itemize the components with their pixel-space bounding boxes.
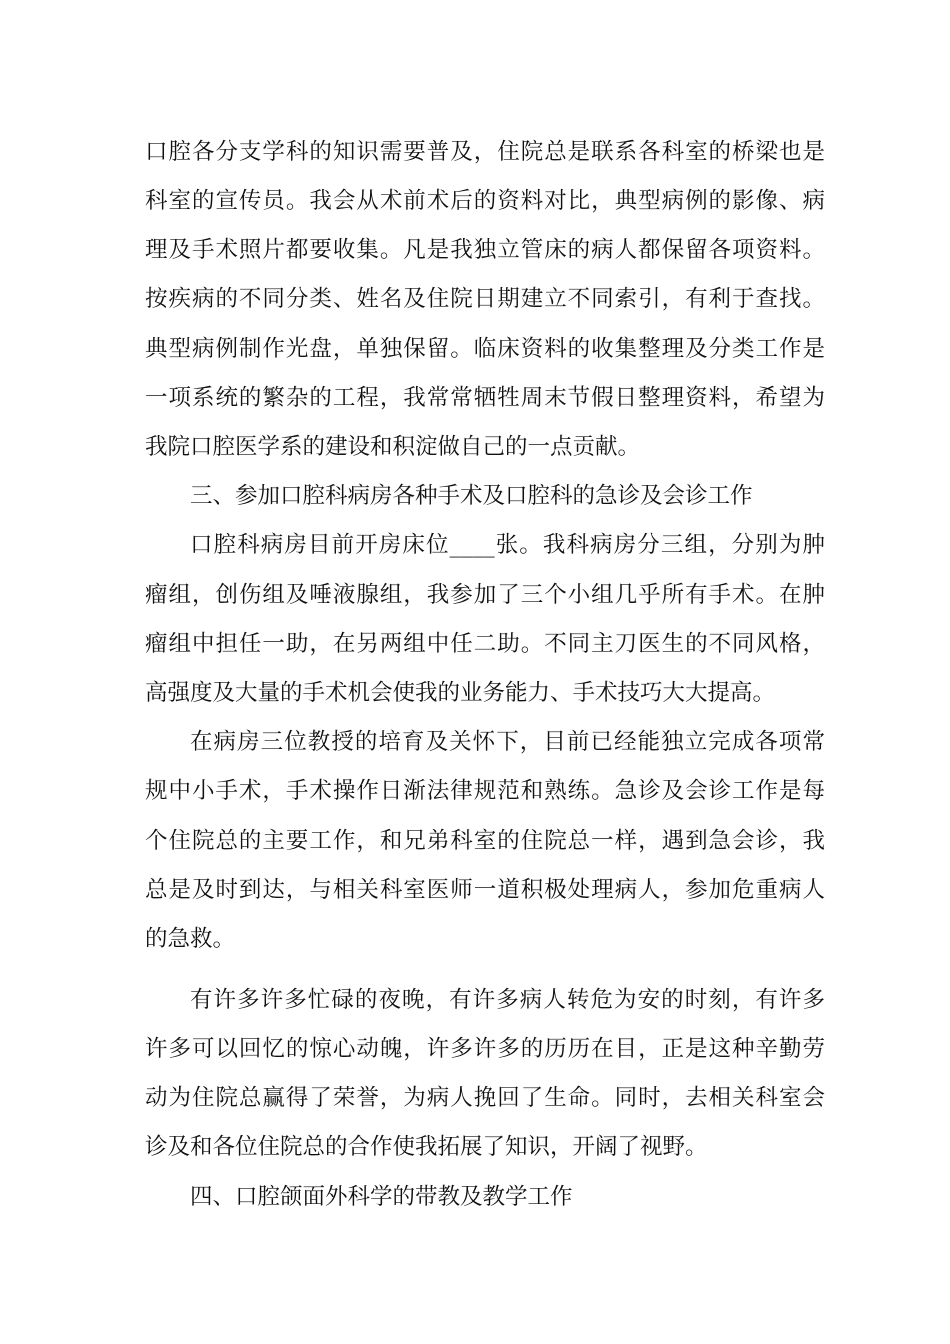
text-line: 瘤组中担任一助，在另两组中任二助。不同主刀医生的不同风格，	[145, 631, 825, 657]
text-line: 高强度及大量的手术机会使我的业务能力、手术技巧大大提高。	[145, 680, 776, 706]
text-line: 按疾病的不同分类、姓名及住院日期建立不同索引，有利于查找。	[145, 286, 825, 312]
text-line: 我院口腔医学系的建设和积淀做自己的一点贡献。	[145, 434, 641, 460]
text-line: 诊及和各位住院总的合作使我拓展了知识，开阔了视野。	[145, 1134, 708, 1160]
text-line: 瘤组，创伤组及唾液腺组，我参加了三个小组几乎所有手术。在肿	[145, 582, 825, 608]
section-heading: 四、口腔颌面外科学的带教及教学工作	[190, 1184, 573, 1210]
text-line: 典型病例制作光盘，单独保留。临床资料的收集整理及分类工作是	[145, 336, 825, 362]
section-heading: 三、参加口腔科病房各种手术及口腔科的急诊及会诊工作	[190, 483, 753, 509]
text-line: 口腔科病房目前开房床位____张。我科病房分三组，分别为肿	[190, 532, 825, 558]
text-line: 口腔各分支学科的知识需要普及，住院总是联系各科室的桥梁也是	[145, 139, 825, 165]
text-line: 一项系统的繁杂的工程，我常常牺牲周末节假日整理资料，希望为	[145, 385, 825, 411]
text-line: 理及手术照片都要收集。凡是我独立管床的病人都保留各项资料。	[145, 237, 825, 263]
text-line: 许多可以回忆的惊心动魄，许多许多的历历在目，正是这种辛勤劳	[145, 1036, 825, 1062]
text-line: 科室的宣传员。我会从术前术后的资料对比，典型病例的影像、病	[145, 188, 825, 214]
text-line: 在病房三位教授的培育及关怀下，目前已经能独立完成各项常	[190, 729, 825, 755]
text-line: 的急救。	[145, 926, 236, 952]
text-line: 有许多许多忙碌的夜晚，有许多病人转危为安的时刻，有许多	[190, 987, 825, 1013]
text-line: 个住院总的主要工作，和兄弟科室的住院总一样，遇到急会诊，我	[145, 828, 825, 854]
text-line: 规中小手术，手术操作日渐法律规范和熟练。急诊及会诊工作是每	[145, 778, 825, 804]
text-line: 总是及时到达，与相关科室医师一道积极处理病人，参加危重病人	[145, 877, 825, 903]
text-line: 动为住院总赢得了荣誉，为病人挽回了生命。同时，去相关科室会	[145, 1085, 825, 1111]
